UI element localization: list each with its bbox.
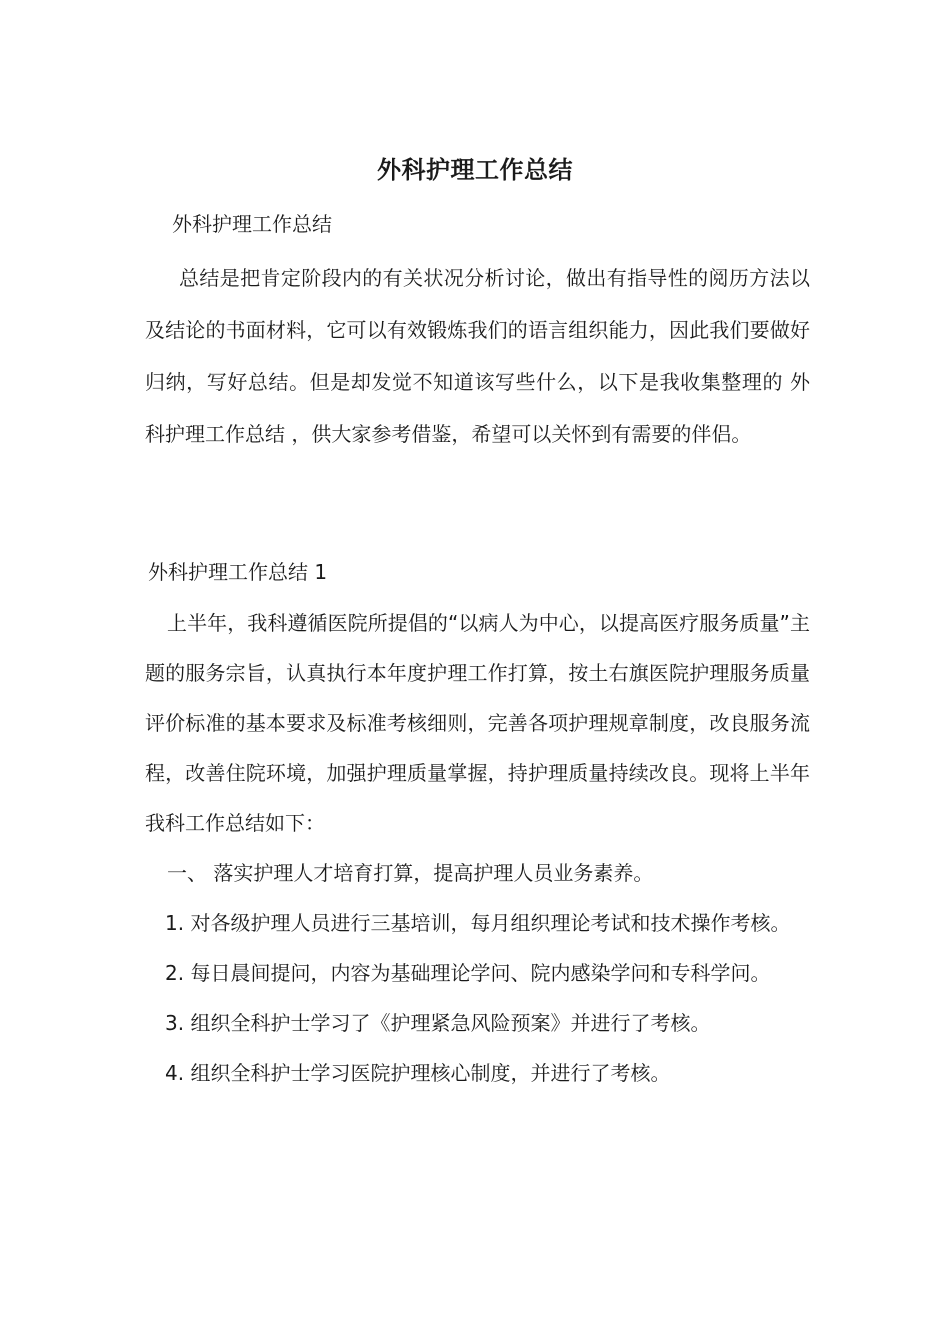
- document-subtitle: 外科护理工作总结: [172, 212, 332, 236]
- intro-paragraph: 总结是把肯定阶段内的有关状况分析讨论，做出有指导性的阅历方法以及结论的书面材料，它可以有效锻炼我们的语言组织能力，因此我们要做好归纳，写好总结。但是却发觉不知道该写些什么，以下是我收集整理的 外科护理工作总结 ，供大家参考借鉴，希望可以关怀到有需要的伴侣。: [145, 266, 810, 446]
- section-heading: 外科护理工作总结 1: [148, 560, 328, 584]
- document-title: 外科护理工作总结: [377, 156, 573, 184]
- list-item: 3. 组织全科护士学习了《护理紧急风险预案》并进行了考核。: [165, 1011, 711, 1035]
- body-paragraph: 上半年，我科遵循医院所提倡的“以病人为中心，以提高医疗服务质量”主 题的服务宗旨，认真执行本年度护理工作打算，按土右旗医院护理服务质量评价标准的基本要求及标准考核细则，完善各项护理规章制度，改良服务流程，改善住院环境，加强护理质量掌握，持护理质量持续改良。现将上半年我科工作总结如下：: [145, 611, 810, 835]
- list-item: 1. 对各级护理人员进行三基培训，每月组织理论考试和技术操作考核。: [165, 911, 791, 935]
- section-body: [145, 598, 810, 1098]
- list-heading: 一、 落实护理人才培育打算，提高护理人员业务素养。: [167, 861, 654, 885]
- list-item: 4. 组织全科护士学习医院护理核心制度，并进行了考核。: [165, 1061, 671, 1085]
- list-item: 2. 每日晨间提问，内容为基础理论学问、院内感染学问和专科学问。: [165, 961, 771, 985]
